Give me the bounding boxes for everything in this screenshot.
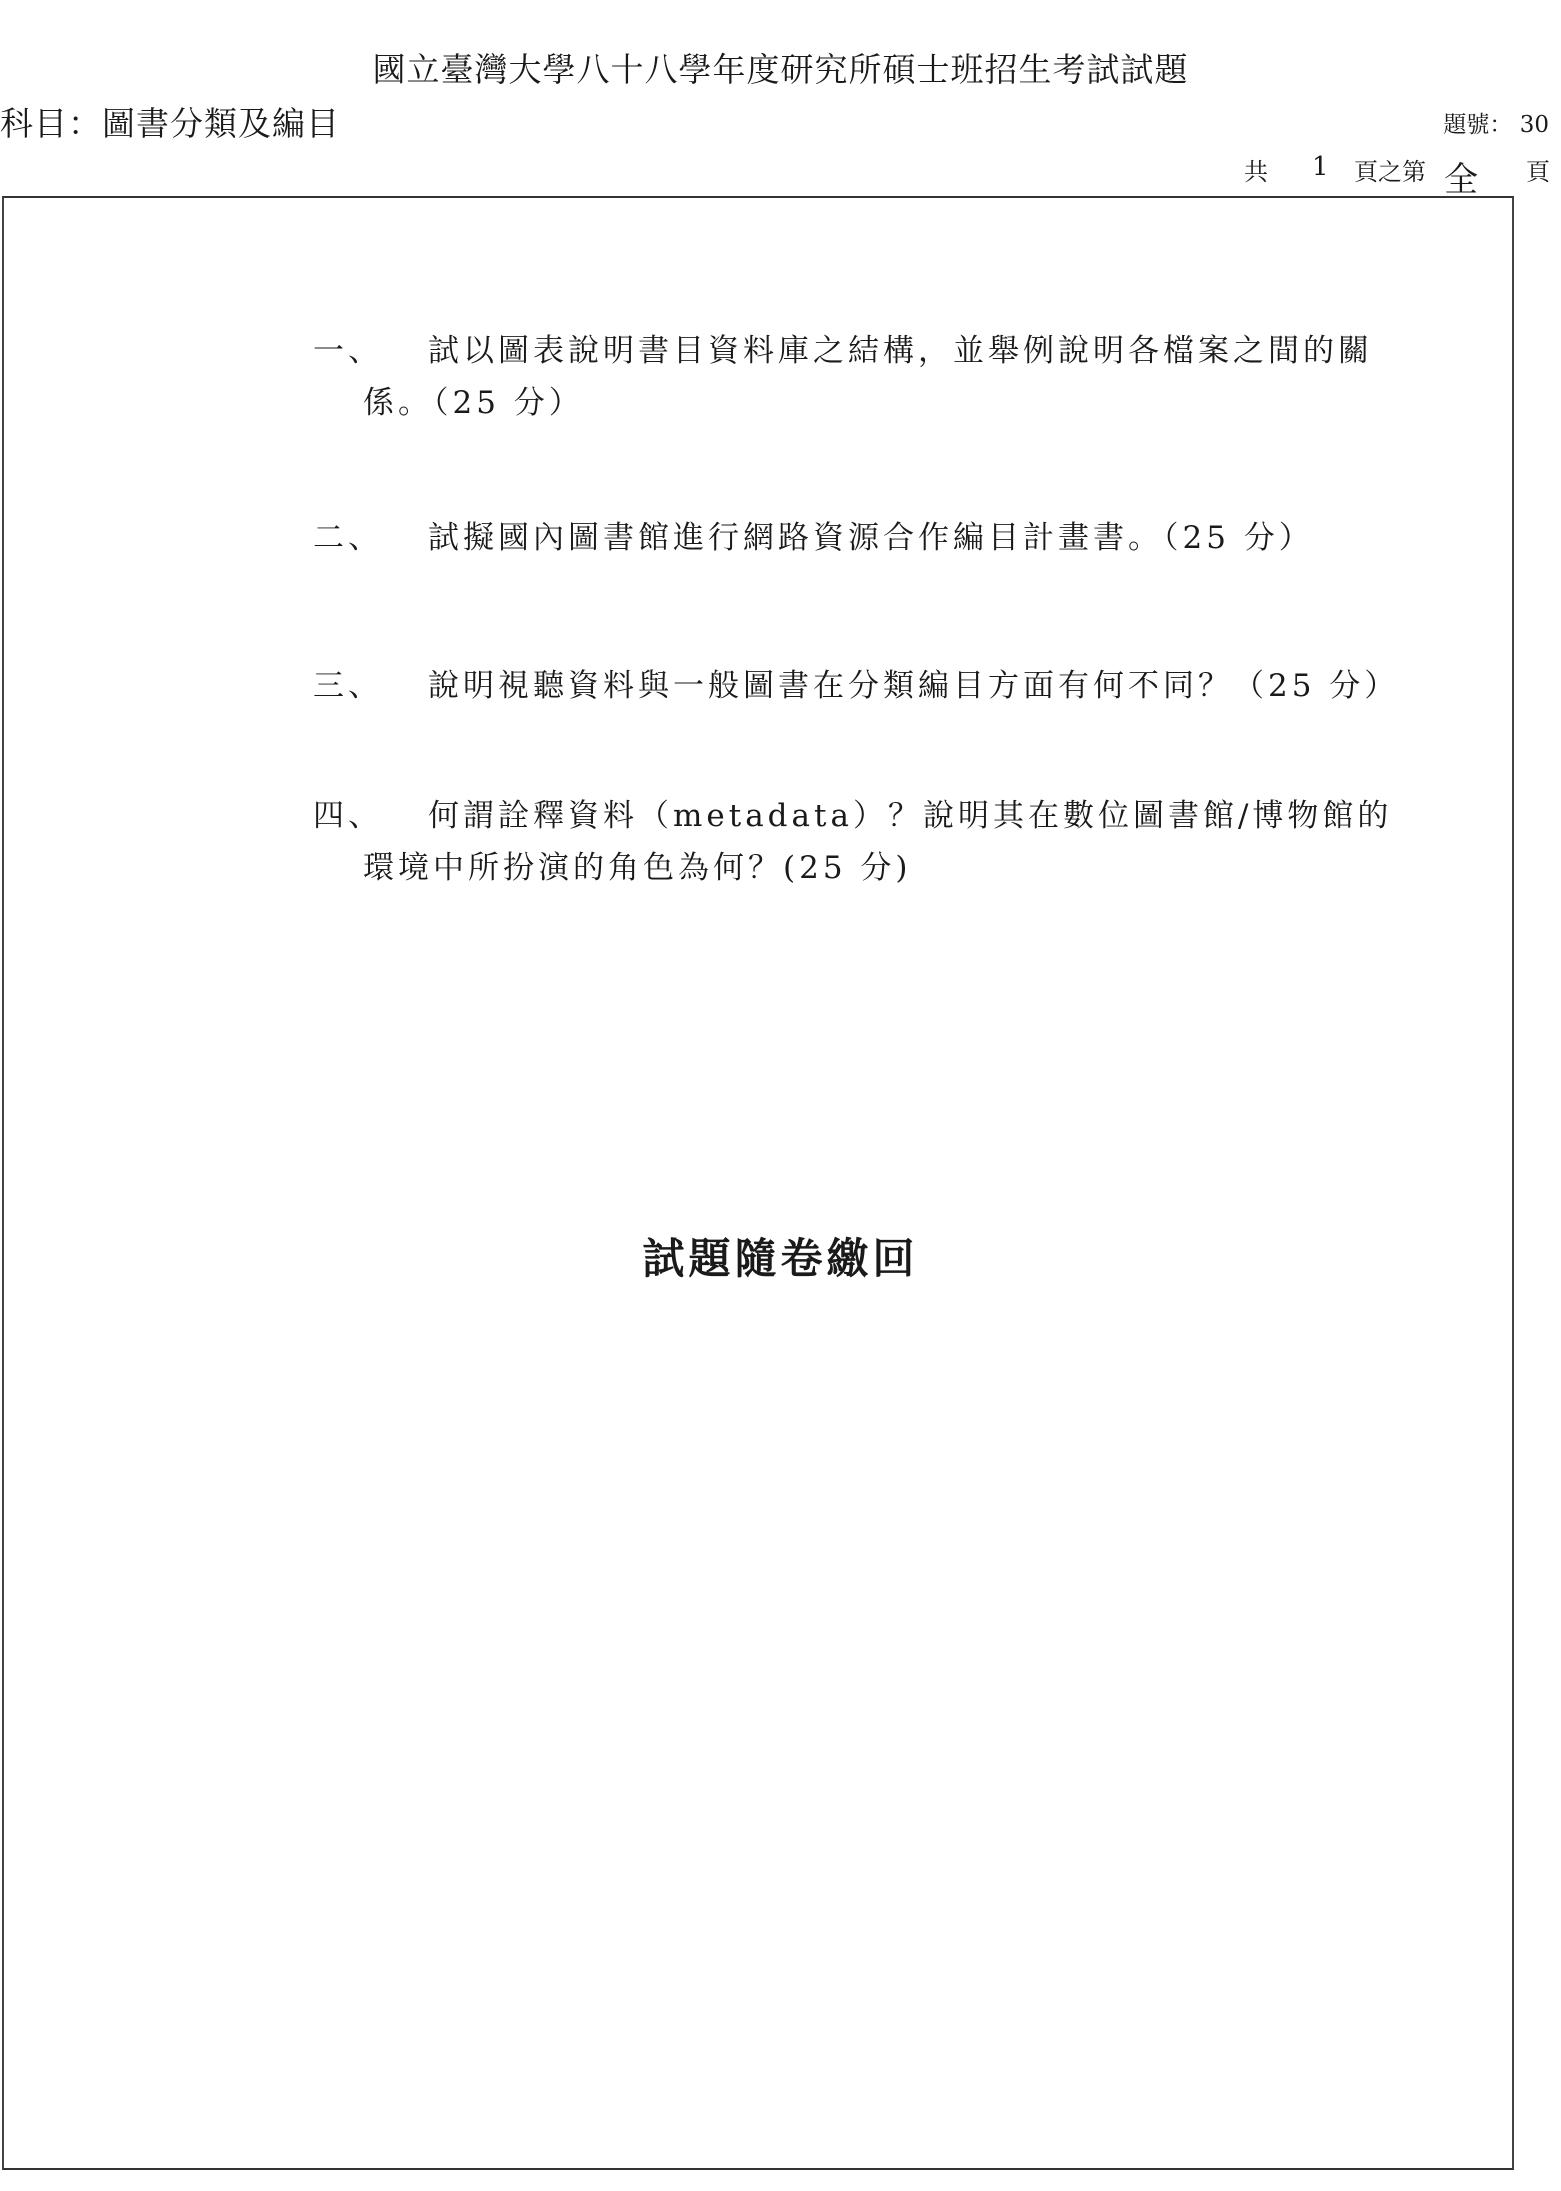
subject-label: 科目：圖書分類及編目	[0, 104, 340, 143]
question-text: 說明視聽資料與一般圖書在分類編目方面有何不同？（25 分）	[428, 668, 1400, 704]
question-item	[313, 512, 1413, 564]
question-text: 試擬國內圖書館進行網路資源合作編目計畫書。（25 分）	[428, 520, 1314, 556]
question-index: 二、	[313, 520, 383, 556]
page-total: 1	[1312, 152, 1329, 182]
question-index: 四、	[313, 798, 383, 834]
page-info-middle: 頁之第	[1354, 158, 1426, 186]
return-exam-note: 試題隨卷繳回	[642, 1234, 919, 1283]
page-info-suffix: 頁	[1526, 158, 1550, 186]
question-number: 題號： 30	[1443, 112, 1549, 138]
page-current: 全	[1444, 160, 1478, 200]
question-text: 試以圖表說明書目資料庫之結構，並舉例說明各檔案之間的關係。（25 分）	[363, 333, 1373, 421]
question-index: 三、	[313, 668, 383, 704]
page-info-prefix: 共	[1244, 158, 1268, 186]
page-info	[1240, 152, 1550, 200]
question-item	[313, 790, 1413, 894]
exam-title: 國立臺灣大學八十八學年度研究所碩士班招生考試試題	[372, 50, 1189, 89]
answer-frame	[2, 196, 1514, 2170]
question-item	[313, 325, 1413, 429]
question-text: 何謂詮釋資料（metadata）？說明其在數位圖書館/博物館的環境中所扮演的角色為何？(25 分)	[363, 798, 1393, 886]
question-item	[313, 660, 1413, 712]
question-index: 一、	[313, 333, 383, 369]
